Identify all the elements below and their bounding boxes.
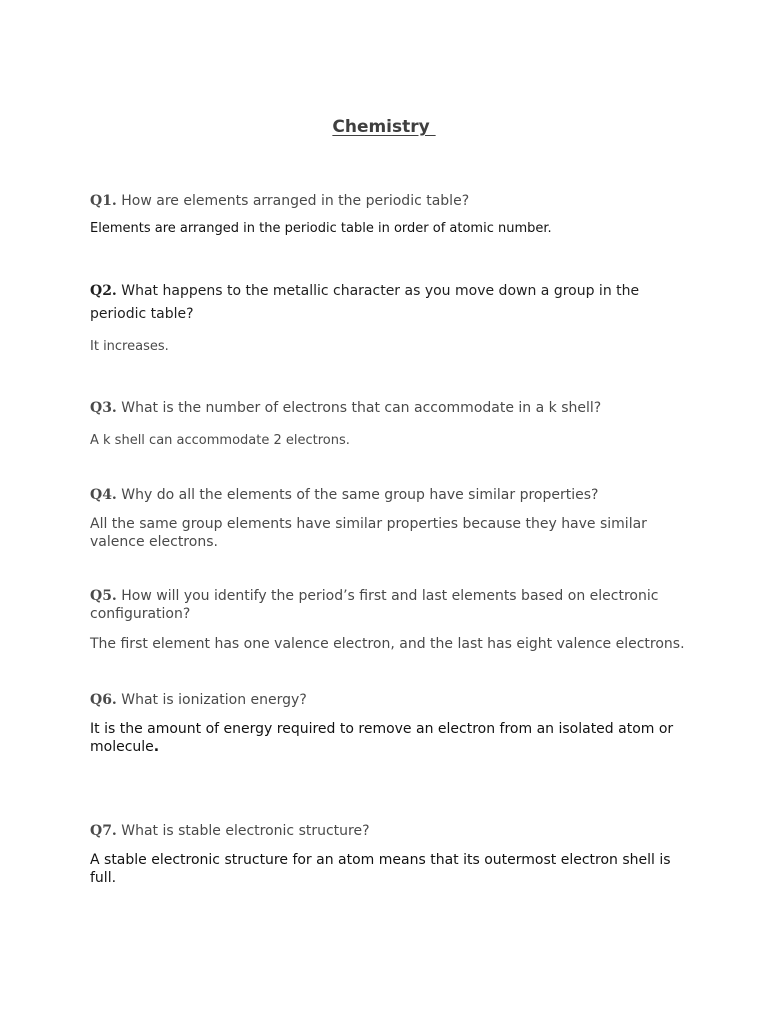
question-number: Q3.: [90, 400, 117, 416]
question-text: What is the number of electrons that can accommodate in a k shell?: [121, 400, 602, 416]
question-7: [90, 820, 690, 843]
question-text: How will you identify the period’s first and last elements based on electronic configuration?: [90, 588, 659, 622]
answer-7: A stable electronic structure for an atom means that its outermost electron shell is full.: [90, 852, 671, 886]
question-4: [90, 484, 690, 507]
answer-4: All the same group elements have similar properties because they have similar valence electrons.: [90, 516, 647, 550]
question-number: Q6.: [90, 692, 117, 708]
question-number: Q2.: [90, 283, 117, 299]
question-text: How are elements arranged in the periodic table?: [121, 193, 470, 209]
page-title: Chemistry: [332, 117, 436, 137]
answer-1: Elements are arranged in the periodic table in order of atomic number.: [90, 221, 552, 236]
question-number: Q7.: [90, 823, 117, 839]
question-number: Q1.: [90, 193, 117, 209]
answer-end: .: [153, 739, 160, 755]
question-2: [90, 280, 690, 326]
question-text: What is ionization energy?: [121, 692, 307, 708]
question-number: Q5.: [90, 588, 117, 604]
question-3: [90, 397, 690, 420]
answer-text: It is the amount of energy required to remove an electron from an isolated atom or molecule: [90, 721, 674, 755]
answer-6: [90, 720, 690, 756]
question-6: [90, 689, 690, 712]
answer-5: The first element has one valence electron, and the last has eight valence electrons.: [90, 636, 685, 652]
answer-2: It increases.: [90, 339, 169, 354]
question-text: What happens to the metallic character as you move down a group in the periodic table?: [90, 283, 640, 322]
question-1: [90, 190, 690, 213]
question-text: Why do all the elements of the same group have similar properties?: [121, 487, 599, 503]
question-5: [90, 587, 690, 623]
answer-3: A k shell can accommodate 2 electrons.: [90, 433, 350, 448]
question-text: What is stable electronic structure?: [121, 823, 370, 839]
question-number: Q4.: [90, 487, 117, 503]
